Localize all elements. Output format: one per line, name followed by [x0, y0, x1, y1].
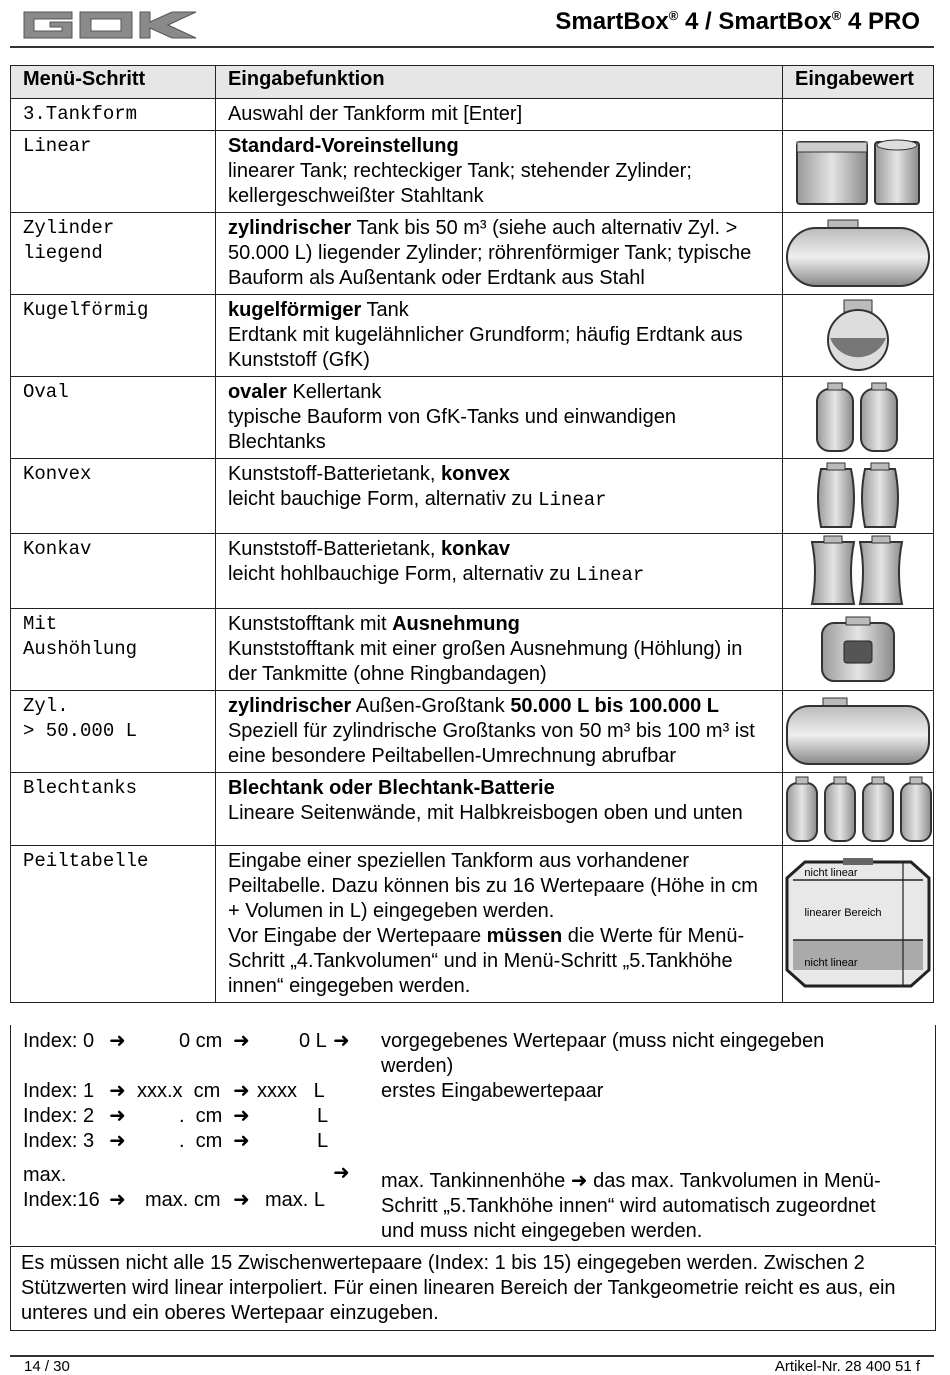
index-volume: 0 L [299, 1030, 327, 1052]
input-function: Auswahl der Tankform mit [Enter] [215, 99, 782, 131]
input-value [783, 377, 934, 459]
input-value [783, 773, 934, 846]
input-value [783, 99, 934, 131]
input-value [783, 691, 934, 773]
arrow-icon: ➜ [109, 1130, 126, 1152]
input-value [783, 295, 934, 377]
concave-tank-icon [808, 534, 908, 608]
table-row [11, 534, 934, 609]
article-number: Artikel-Nr. 28 400 51 f [774, 1358, 920, 1375]
table-row [11, 846, 934, 1003]
menu-step: Blechtanks [11, 773, 216, 846]
col-header-step: Menü-Schritt [11, 66, 216, 99]
header-divider [10, 46, 934, 48]
menu-step: Mit Aushöhlung [11, 609, 216, 691]
index-volume: max. L [265, 1189, 326, 1211]
index-height: xxx.x cm [137, 1080, 221, 1102]
index-height: max. cm [145, 1189, 221, 1211]
index-height: . cm [179, 1130, 223, 1152]
footer-divider [10, 1355, 934, 1357]
horizontal-cylinder-icon [783, 218, 933, 290]
calibration-table-icon [783, 854, 933, 994]
arrow-icon: ➜ [233, 1105, 250, 1127]
input-function: Standard-Voreinstellung linearer Tank; rechteckiger Tank; stehender Zylinder; kellergeschweißter Stahltank [215, 131, 782, 213]
index-volume: L [317, 1105, 329, 1127]
hollow-tank-icon [818, 615, 898, 685]
index-label: Index: 3 [23, 1130, 95, 1152]
input-value [783, 459, 934, 534]
col-header-value: Eingabewert [783, 66, 934, 99]
index-max-prefix: max. [23, 1164, 67, 1186]
arrow-icon: ➜ [333, 1030, 350, 1052]
input-function: ovaler Kellertank typische Bauform von GfK-Tanks und einwandigen Blechtanks [215, 377, 782, 459]
input-function: zylindrischer Tank bis 50 m³ (siehe auch alternativ Zyl. > 50.000 L) liegender Zylinder; röhrenförmiger Tank; typische Bauform als Außentank oder Erdtank aus Stahl [215, 213, 782, 295]
arrow-icon: ➜ [233, 1130, 250, 1152]
table-row [11, 691, 934, 773]
table-row [11, 295, 934, 377]
table-row [11, 131, 934, 213]
input-function: kugelförmiger Tank Erdtank mit kugelähnlicher Grundform; häufig Erdtank aus Kunststoff (GfK) [215, 295, 782, 377]
index-description: vorgegebenes Wertepaar (muss nicht eingegeben werden) [381, 1030, 825, 1077]
menu-step: Konvex [11, 459, 216, 534]
index-label: Index: 0 [23, 1030, 95, 1052]
index-label: Index: 1 [23, 1080, 95, 1102]
large-cylinder-icon [783, 696, 933, 768]
menu-step: Oval [11, 377, 216, 459]
index-volume: L [317, 1130, 329, 1152]
input-value [783, 131, 934, 213]
input-function: zylindrischer Außen-Großtank 50.000 L bis 100.000 L Speziell für zylindrische Großtanks von 50 m³ bis 100 m³ ist eine besondere Peiltabellen-Umrechnung abrufbar [215, 691, 782, 773]
page-number: 14 / 30 [24, 1358, 70, 1375]
arrow-icon: ➜ [233, 1189, 250, 1211]
arrow-icon: ➜ [109, 1189, 126, 1211]
non-linear-label: nicht linear [804, 957, 858, 969]
table-row [11, 377, 934, 459]
index-description: erstes Eingabewertepaar [381, 1080, 604, 1102]
input-function: Blechtank oder Blechtank-Batterie Lineare Seitenwände, mit Halbkreisbogen oben und unten [215, 773, 782, 846]
index-height: 0 cm [179, 1030, 223, 1052]
convex-tank-icon [813, 459, 903, 533]
interpolation-note: Es müssen nicht alle 15 Zwischenwertepaare (Index: 1 bis 15) eingegeben werden. Zwischen 2 Stützwerten wird linear interpoliert. Für einen linearen Bereich der Tankgeometrie reicht es aus, ein unteres und ein oberes Wertepaar einzugeben. [10, 1246, 936, 1331]
menu-step: Linear [11, 131, 216, 213]
input-function: Kunststofftank mit Ausnehmung Kunststofftank mit einer großen Ausnehmung (Höhlung) in der Tankmitte (ohne Ringbandagen) [215, 609, 782, 691]
arrow-icon: ➜ [109, 1105, 126, 1127]
spherical-tank-icon [818, 298, 898, 373]
non-linear-label: nicht linear [804, 867, 858, 879]
input-value [783, 609, 934, 691]
arrow-icon: ➜ [570, 1170, 588, 1192]
product-title: SmartBox® 4 / SmartBox® 4 PRO [555, 8, 920, 35]
table-row [11, 773, 934, 846]
input-value [783, 534, 934, 609]
menu-step: Konkav [11, 534, 216, 609]
table-row [11, 213, 934, 295]
input-function: Kunststoff-Batterietank, konkav leicht hohlbauchige Form, alternativ zu Linear [215, 534, 782, 609]
table-row [11, 609, 934, 691]
linear-range-label: linearer Bereich [804, 907, 882, 919]
table-row [11, 99, 934, 131]
index-list [10, 1025, 936, 1245]
col-header-function: Eingabefunktion [215, 66, 782, 99]
input-value [783, 213, 934, 295]
arrow-icon: ➜ [333, 1162, 350, 1184]
menu-step: Zyl. > 50.000 L [11, 691, 216, 773]
menu-step: Zylinder liegend [11, 213, 216, 295]
menu-step: Kugelförmig [11, 295, 216, 377]
sheet-metal-tanks-icon [783, 773, 933, 845]
input-value [783, 846, 934, 1003]
table-row [11, 459, 934, 534]
index-height: . cm [179, 1105, 223, 1127]
oval-tank-icon [813, 381, 903, 455]
gok-logo [22, 10, 198, 40]
input-function: Kunststoff-Batterietank, konvex leicht bauchige Form, alternativ zu Linear [215, 459, 782, 534]
index-volume: xxxx L [257, 1080, 325, 1102]
input-function: Eingabe einer speziellen Tankform aus vorhandener Peiltabelle. Dazu können bis zu 16 Wertepaare (Höhe in cm + Volumen in L) eingegeben werden. Vor Eingabe der Wertepaare müssen die Werte für Menü-Schritt „4.Tankvolumen“ und in Menü-Schritt „5.Tankhöhe innen“ eingegeben werden. [215, 846, 782, 1003]
table-header-row [11, 66, 934, 99]
arrow-icon: ➜ [109, 1030, 126, 1052]
index-max-description: max. Tankinnenhöhe ➜ das max. Tankvolumen in Menü-Schritt „5.Tankhöhe innen“ wird automatisch zugeordnet und muss nicht eingegeben werden. [381, 1170, 881, 1242]
menu-step: Peiltabelle [11, 846, 216, 1003]
tank-shape-table [10, 65, 934, 1003]
arrow-icon: ➜ [109, 1080, 126, 1102]
index-label: Index: 2 [23, 1105, 95, 1127]
arrow-icon: ➜ [233, 1080, 250, 1102]
menu-step: 3.Tankform [11, 99, 216, 131]
index-label: Index:16 [23, 1189, 100, 1211]
arrow-icon: ➜ [233, 1030, 250, 1052]
linear-tank-icon [793, 136, 923, 208]
